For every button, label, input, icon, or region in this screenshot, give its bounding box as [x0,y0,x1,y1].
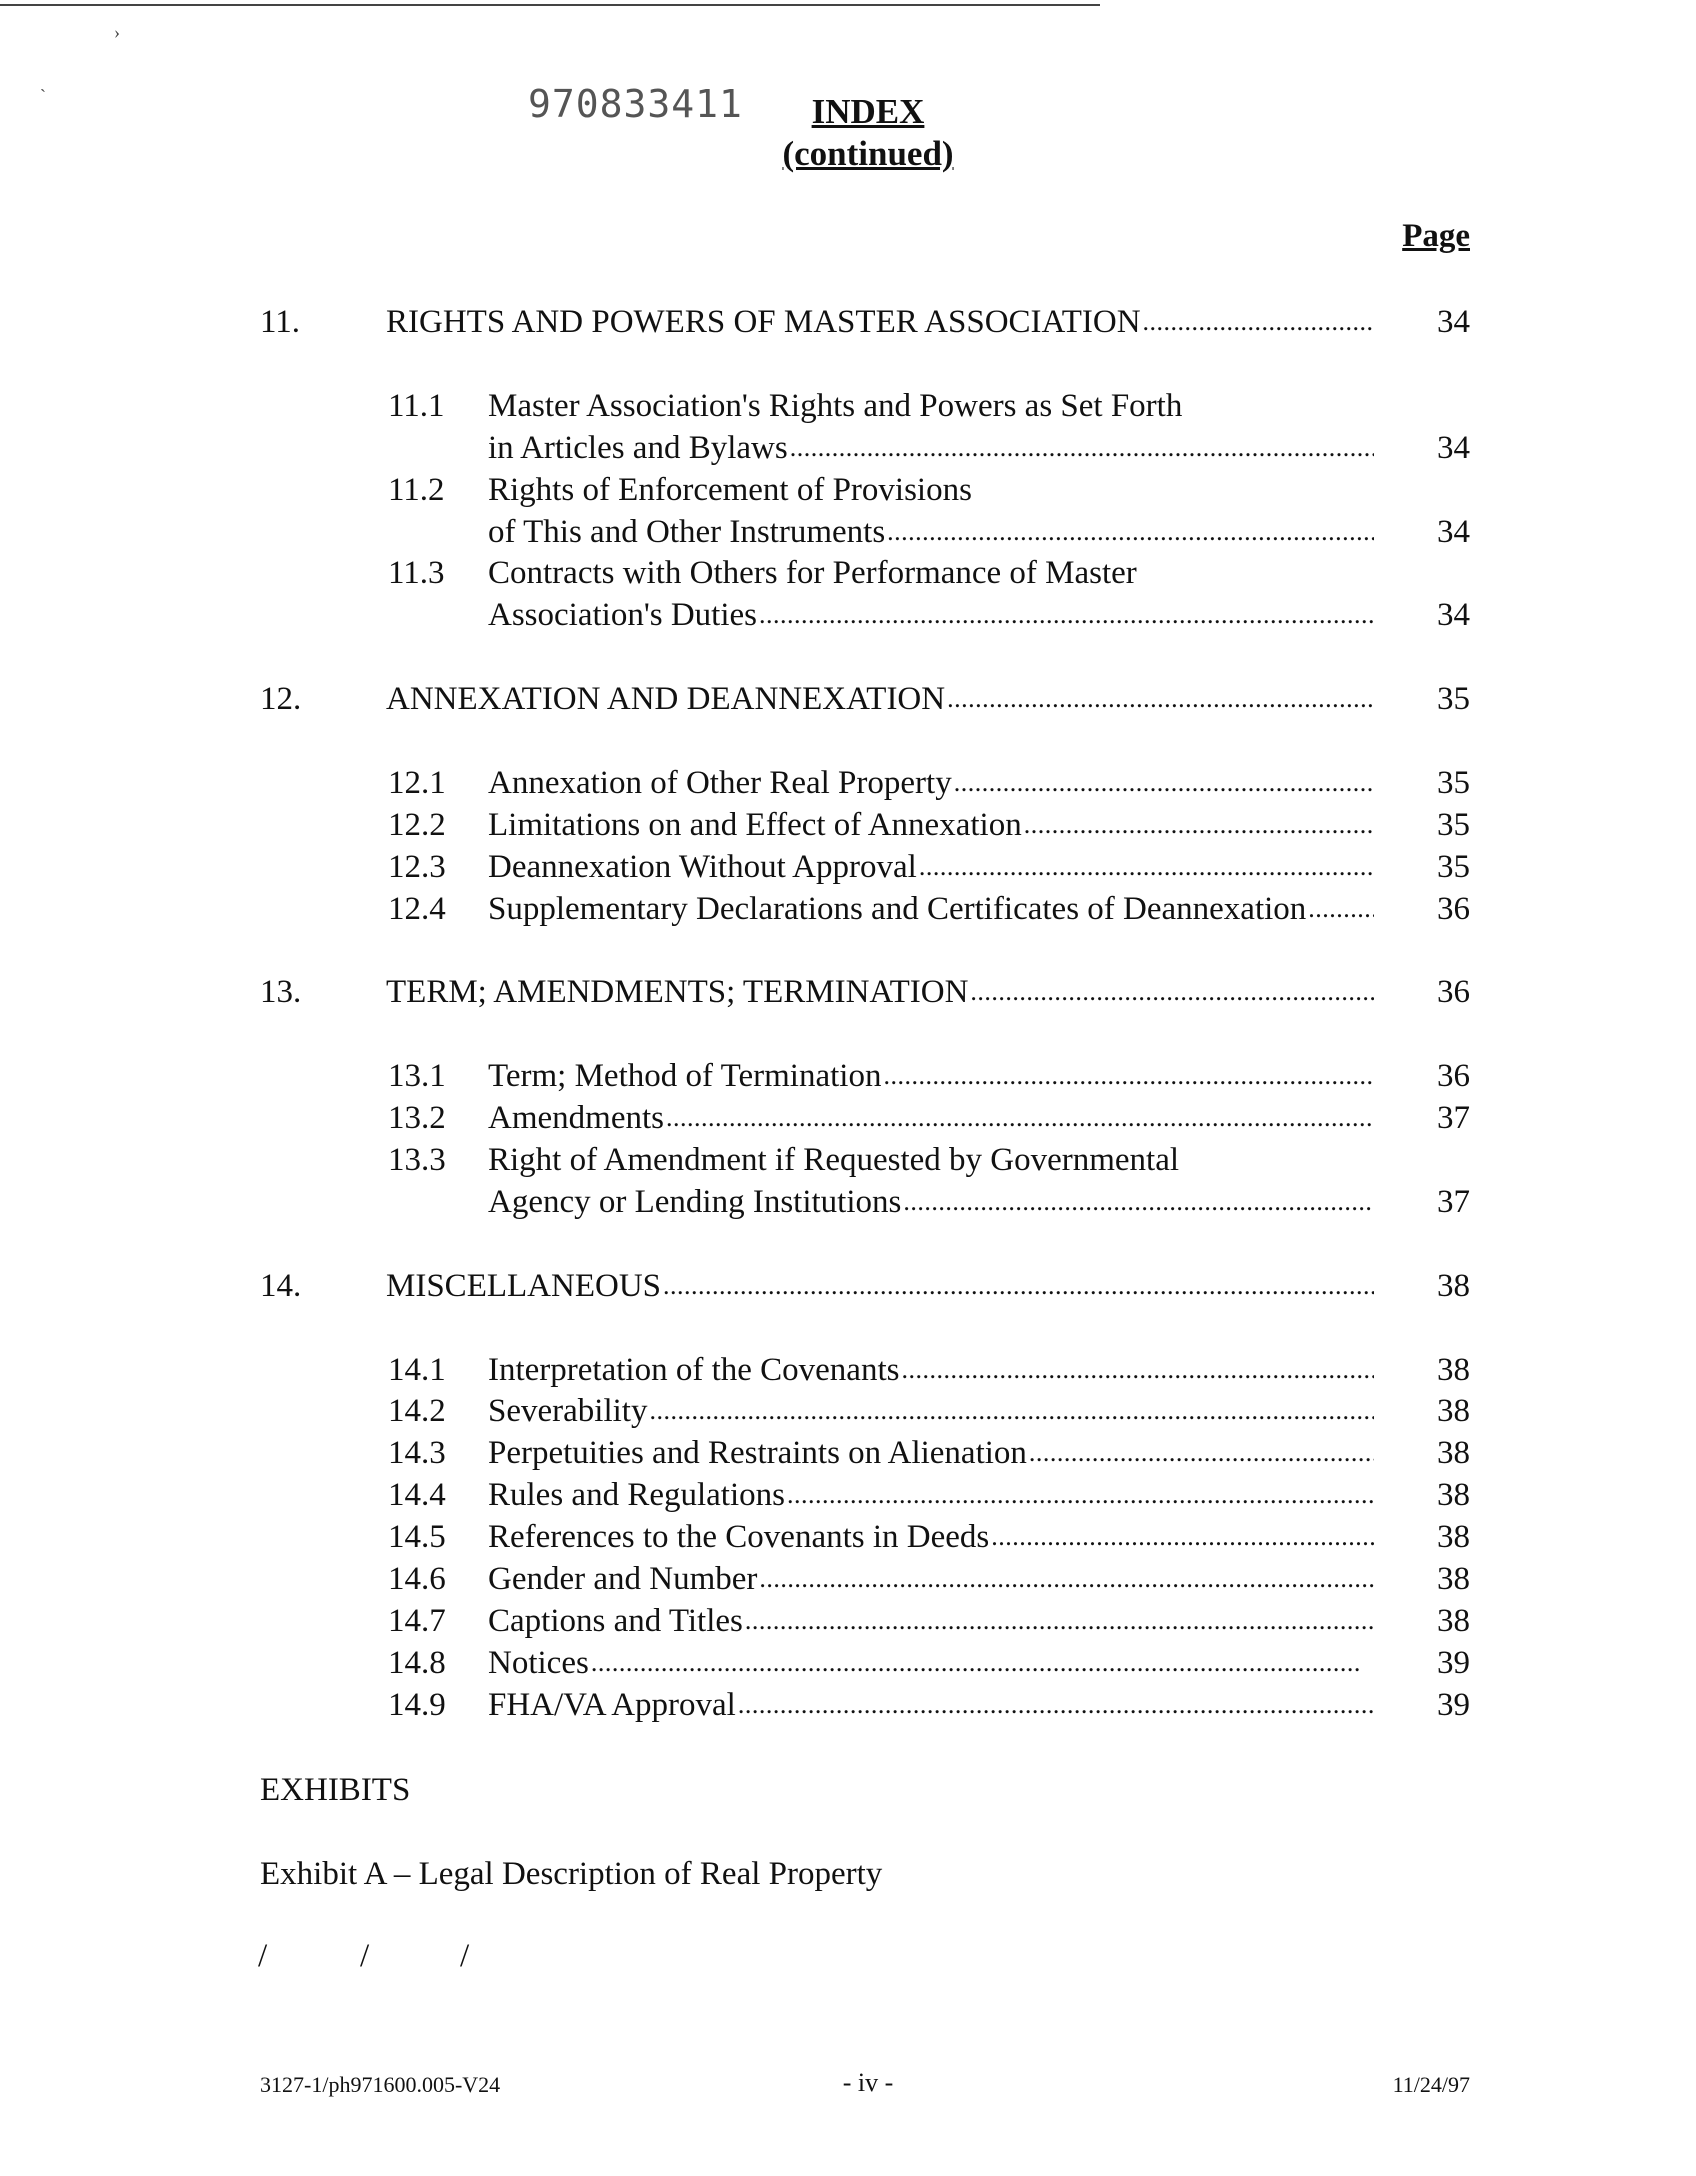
entry-page-number: 38 [1437,1435,1470,1472]
entry-label: Notices [488,1644,589,1681]
entry-label: Rules and Regulations [488,1477,785,1514]
page-subtitle: (continued) [782,134,954,173]
entry-title [488,1350,1374,1390]
entry-label: MISCELLANEOUS [386,1267,662,1304]
entry-label: in Articles and Bylaws [488,429,788,466]
footer-date: 11/24/97 [1392,2072,1470,2097]
entry-label: Captions and Titles [488,1602,743,1639]
entry-title [488,1056,1374,1096]
entry-page-number: 38 [1437,1393,1470,1430]
dot-leader [743,1601,1374,1641]
dot-leader [788,428,1374,468]
entry-title [386,1266,1374,1306]
dot-leader [945,679,1374,719]
entry-page-number: 36 [1437,1058,1470,1095]
toc-subsection [0,889,1696,929]
entry-page-number: 39 [1437,1644,1470,1681]
footer-file-ref: 3127-1/ph971600.005-V24 [260,2072,501,2097]
slash-mark: / [258,1938,268,1974]
page-column-label: Page [1402,218,1470,254]
entry-label: Deannexation Without Approval [488,848,917,885]
entry-title [386,679,1374,719]
entry-number: 14.8 [388,1644,446,1681]
entry-page-number: 35 [1437,681,1470,718]
toc-subsection [0,1433,1696,1473]
dot-leader [1306,889,1374,929]
dot-leader [664,1098,1374,1138]
entry-title [488,805,1374,845]
entry-label: Agency or Lending Institutions [488,1183,902,1220]
entry-number: 12.4 [388,890,446,927]
dot-leader [1022,805,1374,845]
toc-subsection [0,470,1696,510]
entry-label: Interpretation of the Covenants [488,1351,900,1388]
entry-title [386,972,1374,1012]
toc-subsection [0,1601,1696,1641]
entry-title [386,302,1374,342]
toc-subsection [0,1391,1696,1431]
entry-label: ANNEXATION AND DEANNEXATION [386,681,946,718]
entry-title [488,470,1374,510]
dot-leader [647,1391,1374,1431]
entry-page-number: 38 [1437,1519,1470,1556]
dot-leader [901,1182,1374,1222]
dot-leader [589,1643,1374,1683]
entry-label: Supplementary Declarations and Certificates of Deannexation [488,890,1307,927]
dot-leader [785,1475,1374,1515]
entry-page-number: 38 [1437,1267,1470,1304]
scan-speck: ` [40,86,46,106]
dot-leader [661,1266,1374,1306]
entry-title [488,1391,1374,1431]
toc-subsection [0,1643,1696,1683]
dot-leader [757,595,1374,635]
entry-label: Contracts with Others for Performance of Master [488,555,1137,592]
page-title: INDEX [811,92,925,131]
entry-title [488,1182,1374,1222]
toc-subsection [0,1350,1696,1390]
entry-label: Master Association's Rights and Powers as Set Forth [488,387,1183,424]
entry-number: 11. [260,304,301,340]
entry-label: Right of Amendment if Requested by Governmental [488,1142,1180,1178]
entry-page-number: 38 [1437,1561,1470,1597]
toc-section [0,679,1696,719]
entry-page-number: 37 [1437,1100,1470,1137]
toc-section [0,972,1696,1012]
entry-label: FHA/VA Approval [488,1686,736,1723]
dot-leader [917,847,1374,887]
dot-leader [968,972,1374,1012]
entry-label: Perpetuities and Restraints on Alienation [488,1435,1027,1472]
entry-page-number: 35 [1437,764,1470,801]
entry-label: Severability [488,1393,648,1430]
toc-subsection [0,1517,1696,1557]
entry-title [488,553,1374,593]
entry-title [488,1433,1374,1473]
scan-top-border [0,4,1100,6]
dot-leader [885,512,1374,552]
footer-page-number: - iv - [842,2068,894,2097]
toc-subsection [0,1685,1696,1725]
dot-leader [881,1056,1374,1096]
entry-label: Association's Duties [488,597,758,634]
toc-subsection [0,1098,1696,1138]
entry-title [488,512,1374,552]
entry-label: Limitations on and Effect of Annexation [488,806,1022,843]
entry-page-number: 38 [1437,1477,1470,1514]
dot-leader [1027,1433,1374,1473]
entry-title [488,763,1374,803]
toc-subsection [0,805,1696,845]
toc-subsection [0,428,1696,468]
toc-subsection [0,1475,1696,1515]
dot-leader [899,1350,1374,1390]
entry-number: 11.2 [388,471,445,508]
entry-title [488,595,1374,635]
entry-number: 12. [260,681,302,718]
entry-page-number: 39 [1437,1686,1470,1723]
entry-label: Amendments [488,1100,664,1137]
entry-number: 14.5 [388,1519,446,1556]
dot-leader [989,1517,1374,1557]
entry-number: 11.1 [388,387,445,424]
entry-page-number: 37 [1437,1183,1470,1220]
scan-speck: › [114,22,120,42]
dot-leader [1141,302,1374,342]
entry-number: 14.1 [388,1351,446,1388]
entry-title [488,428,1374,468]
entry-title [488,1140,1374,1180]
entry-label: Term; Method of Termination [488,1058,882,1095]
toc-subsection [0,595,1696,635]
entry-label: TERM; AMENDMENTS; TERMINATION [386,974,969,1011]
entry-label: Gender and Number [488,1561,758,1597]
entry-number: 13.2 [388,1100,446,1137]
entry-title [488,1098,1374,1138]
entry-number: 14. [260,1267,302,1304]
entry-number: 14.4 [388,1477,446,1514]
entry-number: 14.2 [388,1393,446,1430]
entry-title [488,1559,1374,1599]
slash-mark: / [460,1938,470,1974]
entry-page-number: 38 [1437,1351,1470,1388]
slash-mark: / [360,1938,370,1974]
entry-title [488,889,1374,929]
dot-leader [736,1685,1374,1725]
toc-subsection [0,553,1696,593]
toc-subsection [0,512,1696,552]
entry-page-number: 38 [1437,1602,1470,1639]
entry-number: 14.9 [388,1686,446,1723]
entry-title [488,847,1374,887]
toc-section [0,302,1696,342]
entry-number: 14.7 [388,1602,446,1639]
entry-title [488,386,1374,426]
entry-page-number: 35 [1437,848,1470,885]
entry-page-number: 34 [1437,513,1470,550]
toc-subsection [0,847,1696,887]
entry-number: 12.3 [388,848,446,885]
toc-section [0,1266,1696,1306]
entry-label: RIGHTS AND POWERS OF MASTER ASSOCIATION [386,304,1141,340]
entry-title [488,1643,1374,1683]
dot-leader [757,1559,1374,1599]
entry-label: Rights of Enforcement of Provisions [488,471,972,508]
toc-subsection [0,1559,1696,1599]
toc-subsection [0,386,1696,426]
entry-page-number: 34 [1437,304,1470,340]
exhibit-item: Exhibit A – Legal Description of Real Property [260,1856,883,1892]
entry-label: of This and Other Instruments [488,513,886,550]
dot-leader [952,763,1374,803]
entry-page-number: 34 [1437,597,1470,634]
entry-page-number: 35 [1437,806,1470,843]
entry-title [488,1685,1374,1725]
entry-number: 14.3 [388,1435,446,1472]
entry-number: 13.1 [388,1058,446,1095]
entry-label: Annexation of Other Real Property [488,764,952,801]
exhibits-heading: EXHIBITS [260,1772,411,1808]
entry-title [488,1475,1374,1515]
toc-subsection [0,1056,1696,1096]
toc-subsection [0,1140,1696,1180]
entry-page-number: 34 [1437,429,1470,466]
entry-number: 13. [260,974,302,1011]
entry-number: 12.1 [388,764,446,801]
entry-number: 13.3 [388,1142,446,1178]
entry-number: 12.2 [388,806,446,843]
entry-title [488,1517,1374,1557]
document-number-stamp: 970833411 [528,82,743,126]
entry-label: References to the Covenants in Deeds [488,1519,990,1556]
entry-page-number: 36 [1437,890,1470,927]
entry-title [488,1601,1374,1641]
entry-page-number: 36 [1437,974,1470,1011]
toc-subsection [0,763,1696,803]
entry-number: 11.3 [388,555,445,592]
entry-number: 14.6 [388,1561,446,1597]
toc-subsection [0,1182,1696,1222]
